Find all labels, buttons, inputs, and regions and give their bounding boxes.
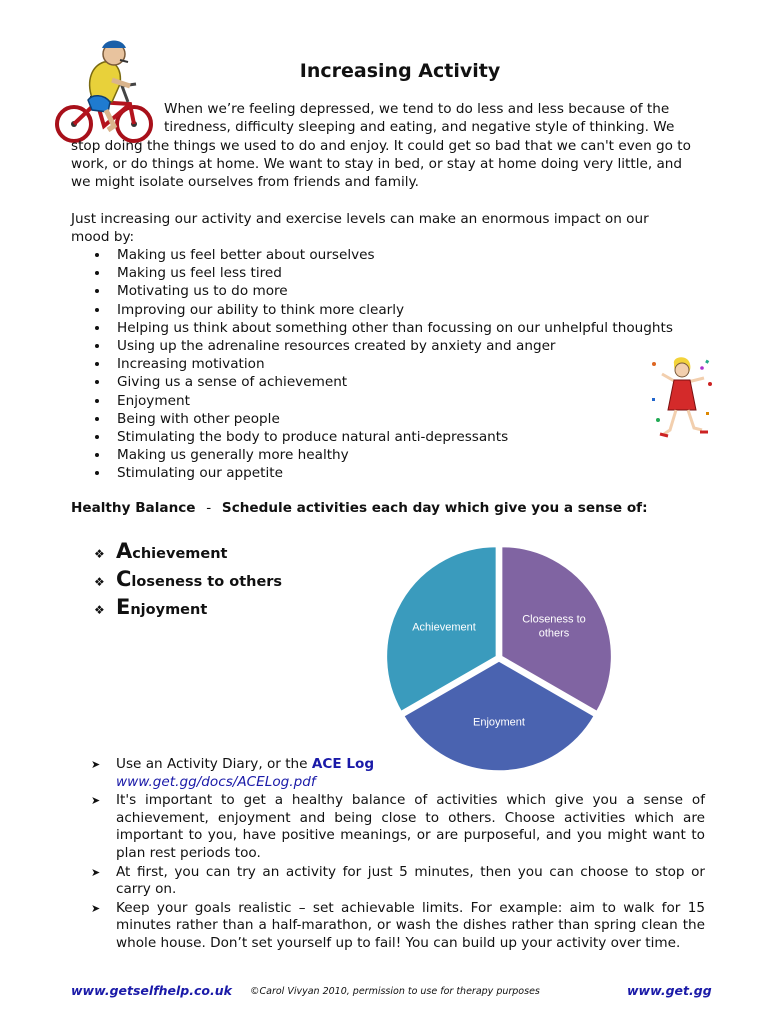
list-item: Helping us think about something other than focussing on our unhelpful thoughts — [71, 319, 711, 337]
list-item: Enjoyment — [71, 392, 711, 410]
diamond-bullet-icon: ❖ — [94, 603, 105, 617]
ace-word: loseness to others — [131, 574, 283, 590]
arrow-bullet-icon: ➤ — [91, 758, 101, 771]
intro-paragraph — [71, 100, 704, 191]
arrow-bullet-icon: ➤ — [91, 794, 101, 808]
ace-word: chievement — [132, 546, 228, 562]
footer-right-link[interactable]: www.get.gg — [627, 983, 712, 998]
benefits-list — [71, 246, 711, 483]
tip-diary-text: Use an Activity Diary, or the — [116, 756, 312, 772]
footer-copyright: ©Carol Vivyan 2010, permission to use for therapy purposes — [250, 986, 540, 997]
ace-pie-chart — [384, 540, 614, 776]
ace-item-enjoyment — [94, 595, 354, 623]
list-item: Making us generally more healthy — [71, 446, 711, 464]
healthy-balance-heading — [71, 500, 711, 516]
list-item: Increasing motivation — [71, 355, 711, 373]
tip-realistic — [91, 900, 705, 953]
ace-word: njoyment — [130, 602, 208, 618]
impact-intro: Just increasing our activity and exercise levels can make an enormous impact on our mood by: — [71, 211, 649, 246]
list-item: Making us feel less tired — [71, 264, 711, 282]
footer-left-link[interactable]: www.getselfhelp.co.uk — [71, 983, 232, 998]
tip-balance — [91, 792, 705, 862]
healthy-balance-label: Healthy Balance — [71, 500, 196, 516]
ace-log-url-link[interactable]: www.get.gg/docs/ACELog.pdf — [116, 773, 316, 790]
ace-letter: E — [116, 595, 131, 619]
tip-start-small — [91, 864, 705, 899]
arrow-bullet-icon: ➤ — [91, 901, 101, 915]
pie-chart-svg — [384, 540, 614, 776]
pie-label: Enjoyment — [473, 716, 525, 729]
diamond-bullet-icon: ❖ — [94, 547, 105, 561]
list-item: Being with other people — [71, 410, 711, 428]
pie-label: Closeness to others — [522, 613, 586, 640]
ace-item-closeness — [94, 567, 354, 595]
tip-diary — [91, 756, 705, 791]
healthy-balance-dash: - — [206, 500, 212, 516]
ace-letter: C — [116, 567, 132, 591]
pie-label: Achievement — [412, 621, 476, 634]
tips-list — [91, 756, 705, 954]
list-item: Stimulating our appetite — [71, 464, 711, 482]
list-item: Giving us a sense of achievement — [71, 373, 711, 391]
healthy-balance-text: Schedule activities each day which give you a sense of: — [221, 500, 648, 516]
list-item: Improving our ability to think more clearly — [71, 301, 711, 319]
list-item: Stimulating the body to produce natural anti-depressants — [71, 428, 711, 446]
tip-start-small-text: At first, you can try an activity for just 5 minutes, then you can choose to stop or carry on. — [116, 863, 705, 898]
diamond-bullet-icon: ❖ — [94, 575, 105, 589]
dancing-woman-confetti-icon — [648, 354, 716, 442]
list-item: Making us feel better about ourselves — [71, 246, 711, 264]
tip-realistic-text: Keep your goals realistic – set achievable limits. For example: aim to walk for 15 minutes rather than a half-marathon, or wash the dishes rather than spring clean the whole house. Don’t set yourself up to fail! You can build up your activity over time. — [116, 899, 705, 951]
list-item: Motivating us to do more — [71, 282, 711, 300]
intro-text: When we’re feeling depressed, we tend to do less and less because of the tiredness, difficulty sleeping and eating, and negative style of thinking. We stop doing the things we used to do and enjoy. It could get so bad that we can't even go to work, or do things at home. We want to stay in bed, or stay at home doing very little, and we might isolate ourselves from friends and family. — [71, 101, 691, 191]
ace-log-link[interactable]: ACE Log — [311, 756, 375, 772]
ace-item-achievement — [94, 539, 354, 567]
arrow-bullet-icon: ➤ — [91, 865, 101, 879]
ace-letter: A — [116, 539, 133, 563]
page-title: Increasing Activity — [299, 60, 501, 82]
tip-balance-text: It's important to get a healthy balance of activities which give you a sense of achievement, enjoyment and being close to others. Choose activities which are important to you, have positive meanings, or are purposeful, and you might want to plan rest periods too. — [116, 792, 705, 861]
list-item: Using up the adrenaline resources created by anxiety and anger — [71, 337, 711, 355]
ace-list — [94, 539, 354, 623]
